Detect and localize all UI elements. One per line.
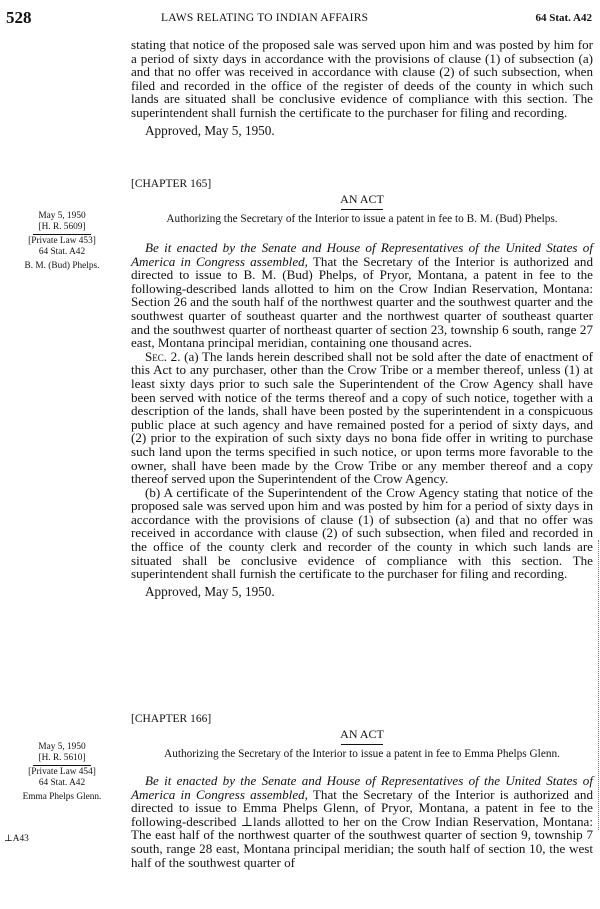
margin-bill: [H. R. 5609]: [38, 222, 86, 232]
heading-rule: [341, 744, 383, 745]
continuation-block: [131, 38, 593, 139]
statute-reference: 64 Stat. A42: [535, 12, 592, 24]
chapter-165-body: [131, 241, 593, 600]
margin-private-law: [Private Law 454]: [28, 767, 96, 777]
margin-notes-165: [0, 211, 124, 272]
margin-rule: [33, 234, 91, 235]
enacting-clause: Be it enacted by the Senate and House of Representatives of the United States of America in Congress assembled,: [131, 773, 593, 802]
margin-stat: 64 Stat. A42: [38, 247, 86, 257]
margin-date: May 5, 1950: [38, 742, 86, 752]
margin-notes-166: [0, 742, 124, 803]
section-1-paragraph: [131, 241, 593, 350]
section-label: Sec. 2.: [145, 348, 181, 364]
section-1-text: That the Secretary of the Interior is authorized and directed to issue to B. M. (Bud) Phelps, of Pryor, Montana, a patent in fee to the following-described lands allotted to him on the Crow Indian Reservation, Montana: Section 26 and the south half of the northwest quarter and the southwest quarter and the southwest quarter of southeast quarter and the northwest quarter of southeast quarter and the southwest quarter of northeast quarter of section 23, township 6 south, range 27 east, Montana principal meridian, containing one thousand acres.: [131, 253, 593, 351]
enacting-clause: Be it enacted by the Senate and House of Representatives of the United States of America in Congress assembled,: [131, 240, 593, 269]
page-number: 528: [6, 8, 32, 27]
approved-line: Approved, May 5, 1950.: [145, 122, 275, 138]
margin-rule: [33, 765, 91, 766]
chapter-166-body: [131, 774, 593, 869]
section-1-text: That the Secretary of the Interior is authorized and directed to issue to Emma Phelps Glenn, of Pryor, Montana, a patent in fee to the following-described ⊥lands allotted to her on the Crow Indian Reservation, Montana: The east half of the northwest quarter of the southwest quarter of section 9, township 7 south, range 28 east, Montana principal meridian; the south half of section 10, the west half of the southwest quarter of: [131, 786, 593, 870]
margin-private-law: [Private Law 453]: [28, 236, 96, 246]
continuation-paragraph: stating that notice of the proposed sale was served upon him and was posted by him for a period of sixty days in accordance with the provisions of clause (1) of subsection (a) and that no offer was received in accordance with clause (2) of such subsection, when filed and recorded in the office of the register of deeds of the county in which such lands are situated shall be conclusive evidence of compliance with this section. The superintendent shall furnish the certificate to the purchaser for filing and recording.: [131, 37, 593, 120]
margin-date: May 5, 1950: [38, 211, 86, 221]
an-act-heading: AN ACT: [340, 727, 384, 741]
approved-line: Approved, May 5, 1950.: [145, 583, 275, 599]
heading-rule: [341, 209, 383, 210]
section-2b-paragraph: (b) A certificate of the Superintendent of the Crow Agency stating that notice of the proposed sale was served upon him and was posted by him for a period of sixty days in accordance with the provisions of clause (1) of subsection (a) and that no offer was received in accordance with clause (2) of such subsection, when filed and recorded in the office of the county clerk and recorder of the county in which such lands are situated shall be conclusive evidence of compliance with this section. The superintendent shall furnish the certificate to the purchaser for filing and recording.: [131, 484, 593, 582]
chapter-166-heading: [CHAPTER 166]: [131, 713, 212, 725]
act-title: Authorizing the Secretary of the Interior to issue a patent in fee to Emma Phelps Glenn.: [164, 748, 560, 760]
margin-subject: Emma Phelps Glenn.: [22, 792, 102, 802]
running-header: [6, 8, 592, 30]
margin-subject: B. M. (Bud) Phelps.: [24, 261, 100, 271]
chapter-165-heading: [CHAPTER 165]: [131, 178, 212, 190]
margin-bill: [H. R. 5610]: [38, 753, 86, 763]
margin-page-marker: ⊥A43: [4, 834, 29, 844]
section-1-paragraph: [131, 774, 593, 869]
margin-stat: 64 Stat. A42: [38, 778, 86, 788]
section-2a-text: (a) The lands herein described shall not be sold after the date of enactment of this Act to any purchaser, other than the Crow Tribe or a member thereof, unless (1) at least sixty days prior to such sale the Superintendent of the Crow Agency shall have been served with notice of the terms thereof and a copy of such notice, together with a description of the lands, shall have been posted by the superintendent in a conspicuous public place at such agency and have remained posted for a period of sixty days, and (2) prior to the expiration of such sixty days no bona fide offer in writing to purchase such land upon the terms specified in such notice, or upon terms more favorable to the owner, shall have been made by the Crow Tribe or any member thereof and a copy thereof served upon the Superintendent of the Crow Agency.: [131, 348, 593, 487]
running-title: LAWS RELATING TO INDIAN AFFAIRS: [161, 12, 369, 24]
an-act-heading: AN ACT: [340, 192, 384, 206]
act-title: Authorizing the Secretary of the Interior to issue a patent in fee to B. M. (Bud) Phelps.: [166, 213, 558, 225]
section-2a-paragraph: [131, 350, 593, 486]
